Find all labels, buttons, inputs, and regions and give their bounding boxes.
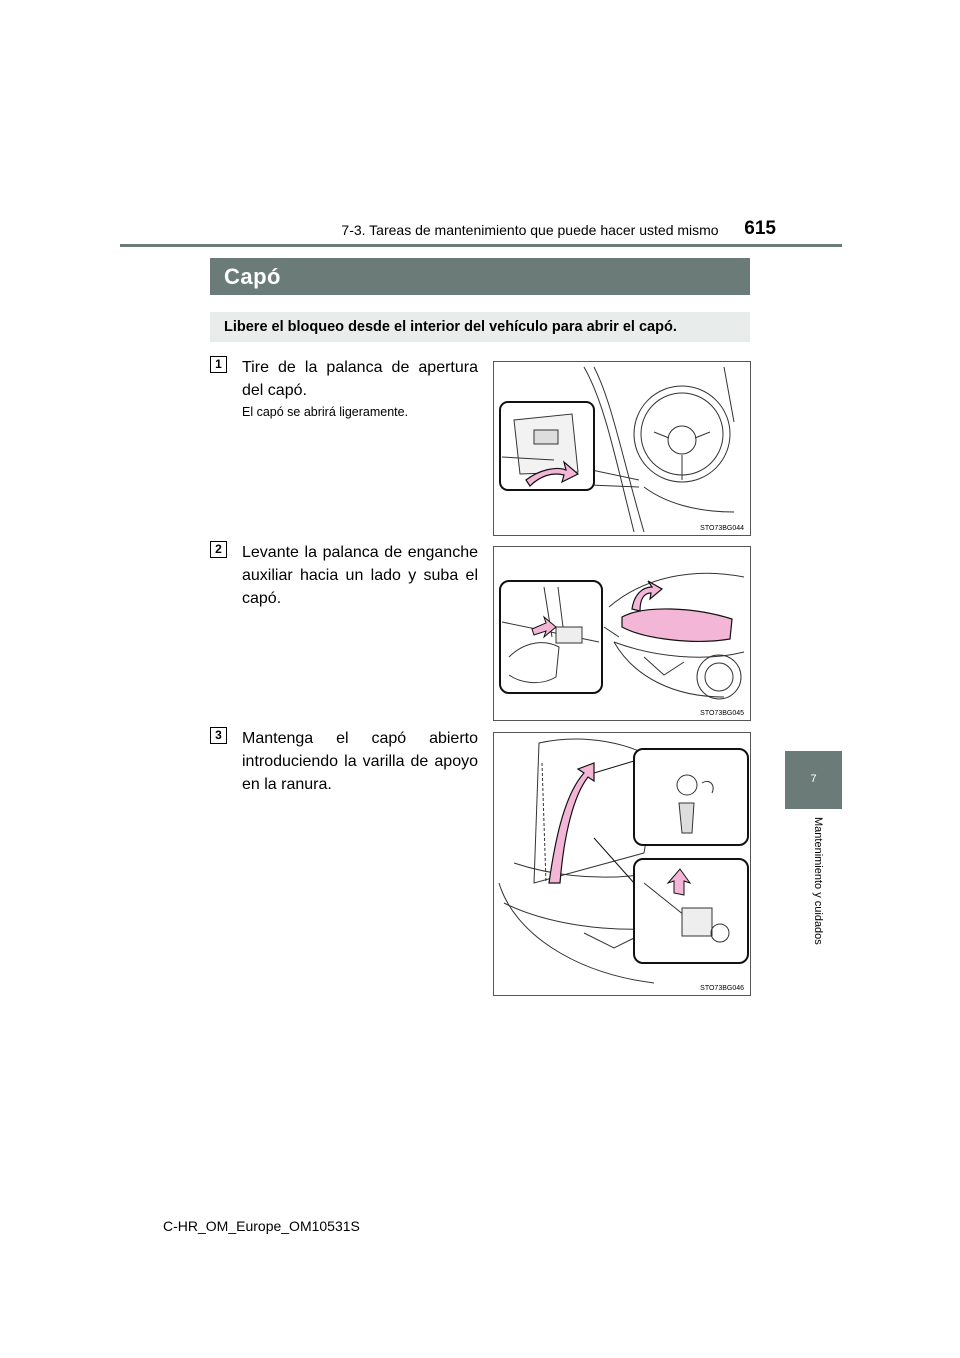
figure-2-illustration <box>494 547 750 720</box>
step-text-1: Tire de la palanca de apertura del capó. <box>242 359 478 399</box>
figure-code-2: STO73BG045 <box>700 710 744 717</box>
chapter-label: Mantenimiento y cuidados <box>812 817 824 945</box>
figure-2 <box>493 546 751 721</box>
detail-inset-2 <box>500 581 602 693</box>
step-number-2: 2 <box>210 541 227 558</box>
lift-arrow-icon <box>632 581 662 611</box>
step-text-2: Levante la palanca de enganche auxiliar hacia un lado y suba el capó. <box>242 544 478 607</box>
step-number-1: 1 <box>210 356 227 373</box>
figure-code-1: STO73BG044 <box>700 525 744 532</box>
document-footer: C-HR_OM_Europe_OM10531S <box>163 1218 360 1234</box>
step-number-3: 3 <box>210 727 227 744</box>
chapter-tab: 7 <box>785 751 842 809</box>
figure-1-illustration <box>494 362 750 535</box>
page-number: 615 <box>744 218 776 239</box>
figure-3 <box>493 732 751 996</box>
step-text-3: Mantenga el capó abierto introduciendo la varilla de apoyo en la ranura. <box>242 730 478 793</box>
figure-3-illustration <box>494 733 750 995</box>
hood-highlight <box>622 609 732 641</box>
intro-box: Libere el bloqueo desde el interior del vehículo para abrir el capó. <box>210 312 750 342</box>
page-title: Capó <box>210 258 750 295</box>
figure-1 <box>493 361 751 536</box>
section-header: 7-3. Tareas de mantenimiento que puede hacer usted mismo <box>341 222 719 238</box>
raise-arrow-icon <box>549 763 594 883</box>
step-note-1: El capó se abrirá ligeramente. <box>242 405 409 419</box>
figure-code-3: STO73BG046 <box>700 985 744 992</box>
header-rule <box>120 244 842 247</box>
